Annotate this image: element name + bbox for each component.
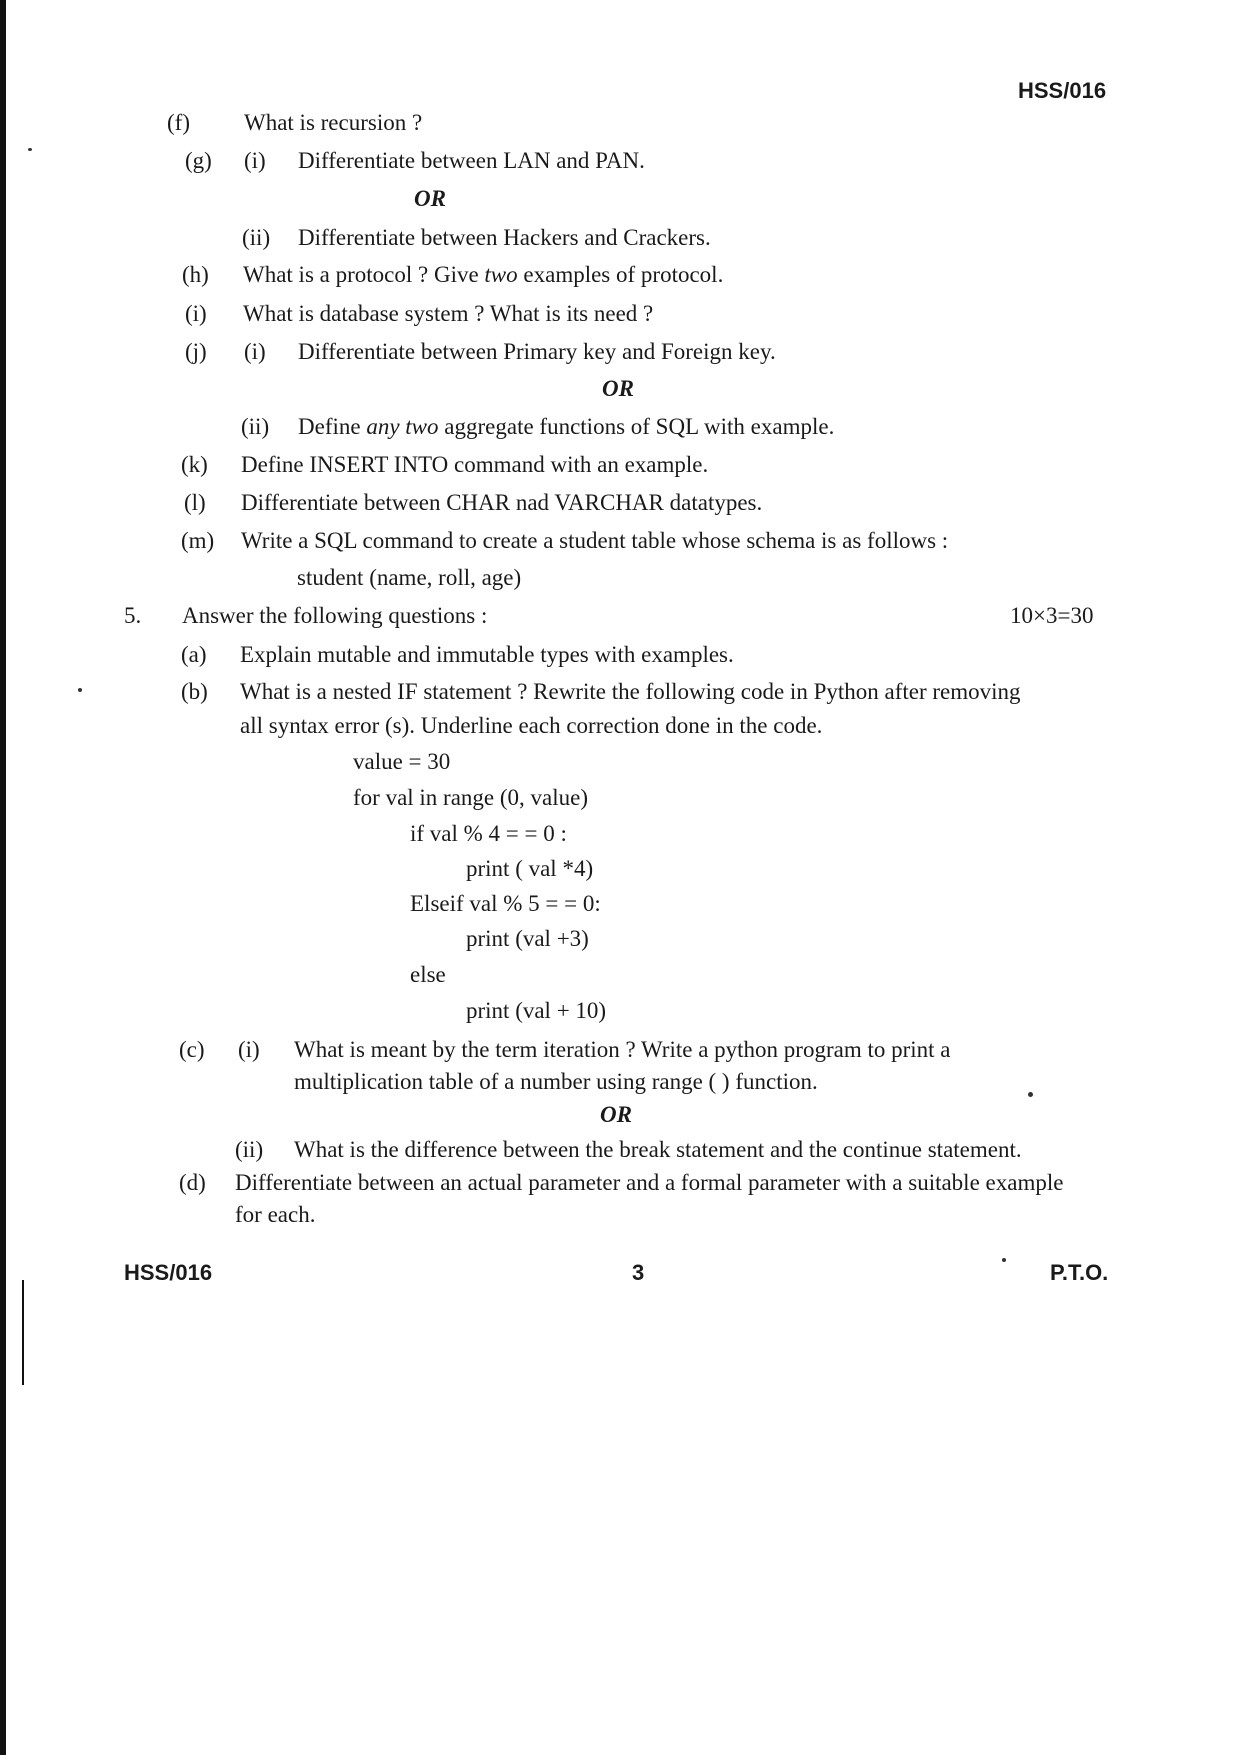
sub-label: (i) bbox=[244, 148, 266, 173]
item-text: Differentiate between an actual parameter and a formal parameter with a suitable example bbox=[235, 1170, 1064, 1195]
question-prompt: Answer the following questions : bbox=[182, 603, 488, 628]
or-divider: OR bbox=[602, 376, 634, 401]
code-line: print (val +3) bbox=[466, 926, 589, 951]
item-text: Differentiate between LAN and PAN. bbox=[298, 148, 645, 173]
code-line: else bbox=[410, 962, 446, 987]
item-label: (l) bbox=[184, 490, 206, 515]
item-label: (d) bbox=[179, 1170, 206, 1195]
text-part: aggregate functions of SQL with example. bbox=[438, 414, 835, 439]
scan-speck bbox=[1002, 1258, 1006, 1262]
item-text: Differentiate between Primary key and Foreign key. bbox=[298, 339, 776, 364]
code-line: print ( val *4) bbox=[466, 856, 594, 881]
item-text: all syntax error (s). Underline each correction done in the code. bbox=[240, 713, 823, 738]
text-part: What is a protocol ? Give bbox=[243, 262, 485, 287]
item-text: Explain mutable and immutable types with examples. bbox=[240, 642, 734, 667]
scan-edge-mark bbox=[22, 1280, 24, 1385]
item-text: for each. bbox=[235, 1202, 316, 1227]
page-number: 3 bbox=[632, 1260, 645, 1285]
scan-edge-left bbox=[0, 0, 6, 1755]
sub-label: (i) bbox=[244, 339, 266, 364]
schema-text: student (name, roll, age) bbox=[297, 565, 522, 590]
item-text: Write a SQL command to create a student table whose schema is as follows : bbox=[241, 528, 949, 553]
item-label: (k) bbox=[181, 452, 208, 477]
item-label: (m) bbox=[181, 528, 215, 553]
scan-speck bbox=[78, 688, 82, 692]
item-text: Define INSERT INTO command with an example. bbox=[241, 452, 709, 477]
item-text: Differentiate between CHAR nad VARCHAR datatypes. bbox=[241, 490, 763, 515]
code-line: for val in range (0, value) bbox=[353, 785, 589, 810]
sub-label: (ii) bbox=[241, 414, 270, 439]
item-text: What is recursion ? bbox=[244, 110, 423, 135]
or-divider: OR bbox=[600, 1102, 632, 1127]
text-part: examples of protocol. bbox=[517, 262, 724, 287]
code-line: if val % 4 = = 0 : bbox=[410, 821, 567, 846]
text-emphasis: any two bbox=[366, 414, 439, 439]
marks: 10×3=30 bbox=[1010, 603, 1094, 628]
item-text bbox=[243, 263, 723, 286]
text-part: Define bbox=[298, 414, 367, 439]
code-line: Elseif val % 5 = = 0: bbox=[410, 891, 601, 916]
item-text: multiplication table of a number using range ( ) function. bbox=[294, 1069, 818, 1094]
item-text bbox=[298, 415, 834, 438]
sub-label: (ii) bbox=[235, 1137, 264, 1162]
item-text: What is the difference between the break statement and the continue statement. bbox=[294, 1137, 1022, 1162]
item-label: (i) bbox=[185, 301, 207, 326]
footer-code: HSS/016 bbox=[124, 1260, 213, 1285]
scan-speck bbox=[1028, 1092, 1033, 1097]
item-label: (f) bbox=[167, 110, 190, 135]
item-label: (h) bbox=[182, 262, 209, 287]
header-code: HSS/016 bbox=[1018, 78, 1107, 103]
item-label: (b) bbox=[181, 679, 208, 704]
scan-speck bbox=[28, 148, 32, 151]
item-text: What is a nested IF statement ? Rewrite the following code in Python after removing bbox=[240, 679, 1021, 704]
sub-label: (i) bbox=[238, 1037, 260, 1062]
sub-label: (ii) bbox=[242, 225, 271, 250]
item-label: (a) bbox=[181, 642, 207, 667]
text-emphasis: two bbox=[484, 262, 518, 287]
item-label: (g) bbox=[185, 148, 212, 173]
pto-text: P.T.O. bbox=[1050, 1260, 1109, 1285]
item-text: Differentiate between Hackers and Crackers. bbox=[298, 225, 711, 250]
question-number: 5. bbox=[124, 603, 142, 628]
item-text: What is database system ? What is its need ? bbox=[243, 301, 654, 326]
item-label: (c) bbox=[179, 1037, 205, 1062]
code-line: print (val + 10) bbox=[466, 998, 607, 1023]
or-divider: OR bbox=[414, 186, 446, 211]
code-line: value = 30 bbox=[353, 749, 451, 774]
item-text: What is meant by the term iteration ? Write a python program to print a bbox=[294, 1037, 951, 1062]
item-label: (j) bbox=[185, 339, 207, 364]
